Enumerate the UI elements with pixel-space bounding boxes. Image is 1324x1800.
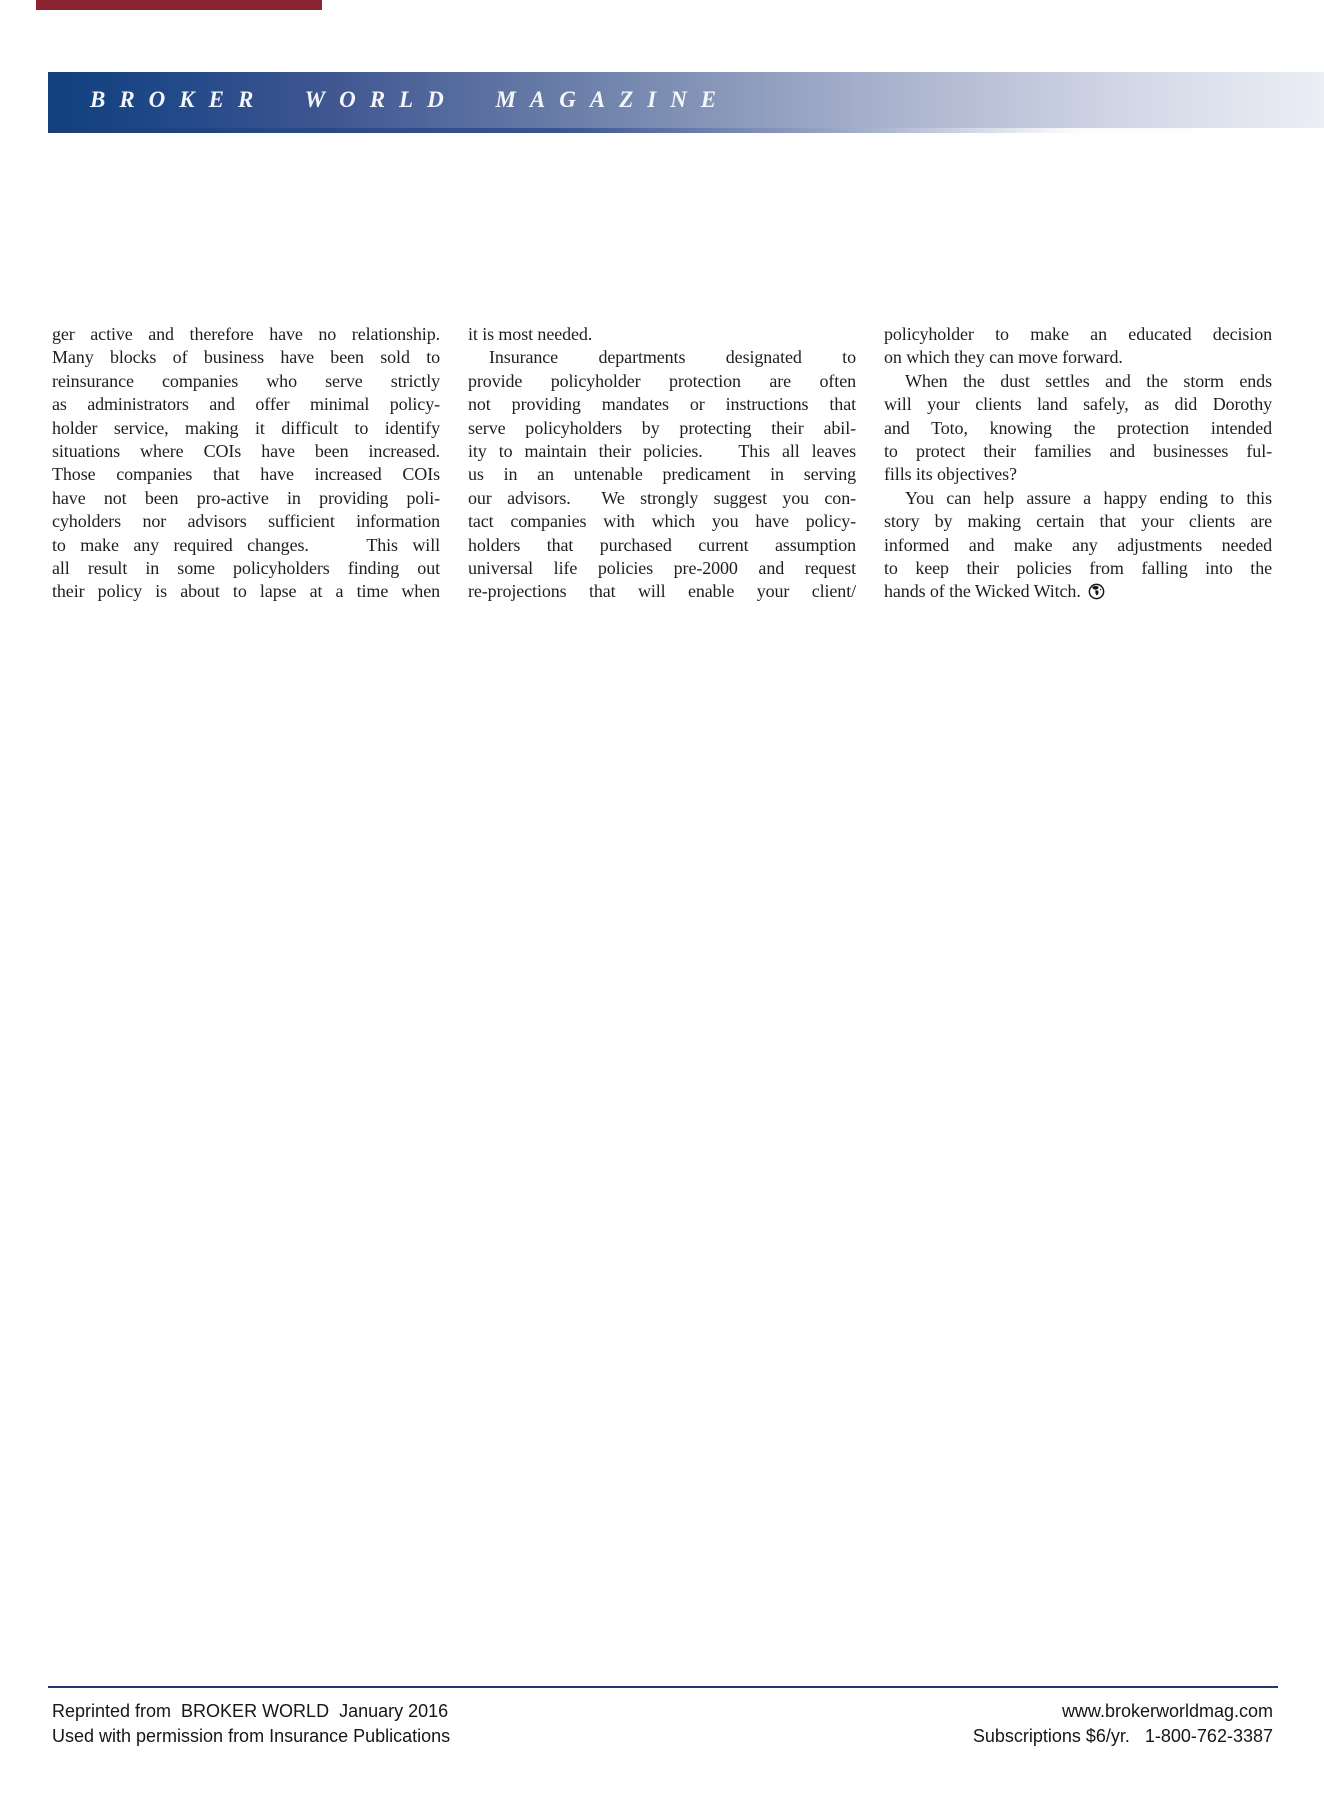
text-line: will your clients land safely, as did Dorothy bbox=[884, 394, 1272, 415]
text-line: not providing mandates or instructions that bbox=[468, 394, 856, 415]
text-line: informed and make any adjustments needed bbox=[884, 534, 1272, 555]
text-line: and Toto, knowing the protection intended bbox=[884, 417, 1272, 438]
text-line: story by making certain that your clients are bbox=[884, 511, 1272, 532]
text-line: ity to maintain their policies. This all leaves bbox=[468, 440, 856, 461]
text-line: serve policyholders by protecting their abil- bbox=[468, 417, 856, 438]
article-column-3 bbox=[884, 323, 1272, 604]
reprint-source-line: Reprinted from BROKER WORLD January 2016 bbox=[52, 1701, 449, 1721]
text-line: hands of the Wicked Witch. bbox=[884, 580, 1272, 603]
globe-icon bbox=[1088, 583, 1105, 606]
footer-publisher-info bbox=[973, 1699, 1273, 1749]
text-line: You can help assure a happy ending to this bbox=[905, 487, 1272, 508]
text-line: holder service, making it difficult to identify bbox=[52, 417, 440, 438]
article-column-2 bbox=[468, 323, 856, 604]
text-line: re-projections that will enable your client/ bbox=[468, 581, 856, 602]
magazine-title: BROKER WORLD MAGAZINE bbox=[90, 87, 731, 112]
text-line: their policy is about to lapse at a time when bbox=[52, 581, 440, 602]
article-body bbox=[52, 323, 1272, 604]
text-line: fills its objectives? bbox=[884, 464, 1017, 485]
text-line: us in an untenable predicament in serving bbox=[468, 464, 856, 485]
text-line: to protect their families and businesses ful- bbox=[884, 440, 1272, 461]
text-line: have not been pro-active in providing poli- bbox=[52, 487, 440, 508]
text-line: it is most needed. bbox=[468, 324, 593, 344]
text-line: ger active and therefore have no relationship. bbox=[52, 324, 440, 344]
text-line: policyholder to make an educated decision bbox=[884, 324, 1272, 344]
text-line: Those companies that have increased COIs bbox=[52, 464, 440, 485]
text-line: situations where COIs have been increased. bbox=[52, 440, 440, 461]
text-line: When the dust settles and the storm ends bbox=[905, 370, 1272, 391]
text-line: to keep their policies from falling into the bbox=[884, 557, 1272, 578]
text-line: provide policyholder protection are often bbox=[468, 370, 856, 391]
website-line: www.brokerworldmag.com bbox=[1061, 1701, 1273, 1721]
text-line: to make any required changes. This will bbox=[52, 534, 440, 555]
text-line: tact companies with which you have policy- bbox=[468, 511, 856, 532]
text-line: Many blocks of business have been sold to bbox=[52, 347, 440, 368]
footer-divider-rule bbox=[48, 1686, 1278, 1688]
article-column-1 bbox=[52, 323, 440, 604]
text-line: holders that purchased current assumption bbox=[468, 534, 856, 555]
text-line: on which they can move forward. bbox=[884, 347, 1123, 368]
text-line: cyholders nor advisors sufficient information bbox=[52, 511, 440, 532]
top-red-accent-bar bbox=[36, 0, 322, 10]
text-line: reinsurance companies who serve strictly bbox=[52, 370, 440, 391]
text-line: as administrators and offer minimal policy- bbox=[52, 394, 440, 415]
masthead-underline bbox=[48, 128, 1324, 133]
permission-line: Used with permission from Insurance Publications bbox=[52, 1726, 451, 1746]
text-line: universal life policies pre-2000 and request bbox=[468, 557, 856, 578]
footer-reprint-credit bbox=[52, 1699, 450, 1749]
masthead-banner bbox=[48, 72, 1324, 128]
subscription-line: Subscriptions $6/yr. 1-800-762-3387 bbox=[972, 1726, 1273, 1746]
text-line: Insurance departments designated to bbox=[489, 347, 856, 368]
text-line: our advisors. We strongly suggest you con- bbox=[468, 487, 856, 508]
text-line: all result in some policyholders finding out bbox=[52, 557, 440, 578]
